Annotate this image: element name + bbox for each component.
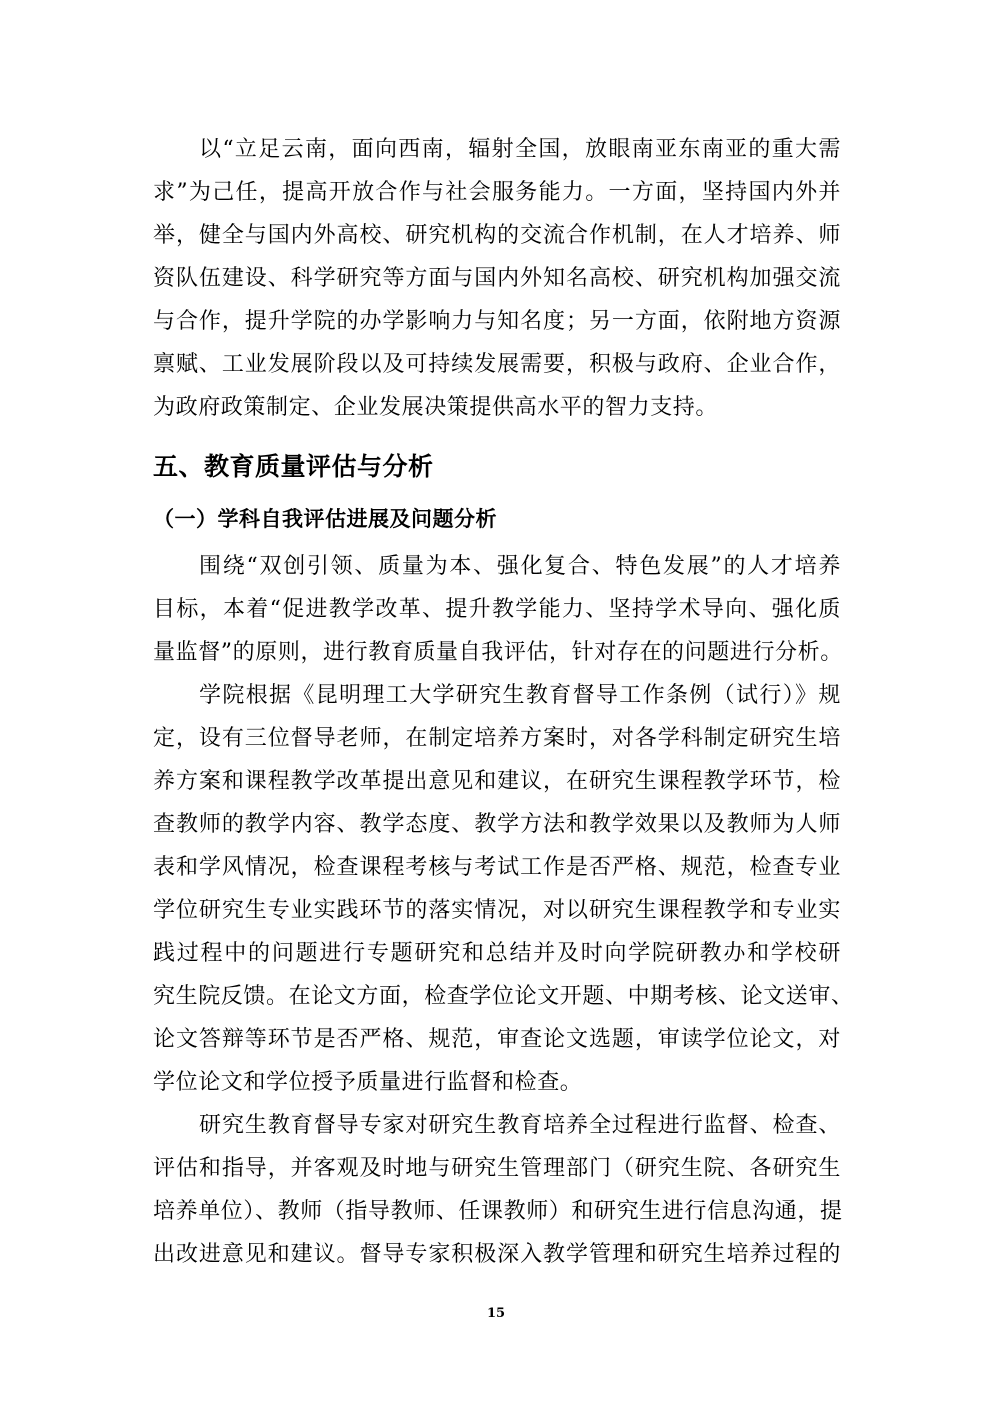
text-line: 学院根据《昆明理工大学研究生教育督导工作条例（试行）》规 bbox=[199, 683, 841, 708]
text-line: 养方案和课程教学改革提出意见和建议，在研究生课程教学环节，检 bbox=[153, 769, 841, 794]
text-line: 与合作，提升学院的办学影响力与知名度；另一方面，依附地方资源 bbox=[153, 309, 841, 334]
paragraph-open-cooperation bbox=[153, 128, 841, 429]
paragraph-supervision-experts bbox=[153, 1104, 841, 1276]
text-line: 出改进意见和建议。督导专家积极深入教学管理和研究生培养过程的 bbox=[153, 1242, 841, 1267]
text-line: 论文答辩等环节是否严格、规范，审查论文选题，审读学位论文，对 bbox=[153, 1027, 841, 1052]
page-number: 15 bbox=[486, 1306, 506, 1321]
text-line: 以“立足云南，面向西南，辐射全国，放眼南亚东南亚的重大需 bbox=[199, 137, 841, 162]
text-line: 定，设有三位督导老师，在制定培养方案时，对各学科制定研究生培 bbox=[153, 726, 841, 751]
text-line: 禀赋、工业发展阶段以及可持续发展需要，积极与政府、企业合作， bbox=[153, 352, 841, 377]
text-line: 为政府政策制定、企业发展决策提供高水平的智力支持。 bbox=[153, 395, 719, 420]
text-line: 目标，本着“促进教学改革、提升教学能力、坚持学术导向、强化质 bbox=[153, 597, 841, 622]
paragraph-supervision-regulations bbox=[153, 674, 854, 1104]
text-line: 量监督”的原则，进行教育质量自我评估，针对存在的问题进行分析。 bbox=[153, 640, 843, 665]
text-line: 表和学风情况，检查课程考核与考试工作是否严格、规范，检查专业 bbox=[153, 855, 841, 880]
text-line: 评估和指导，并客观及时地与研究生管理部门（研究生院、各研究生 bbox=[153, 1156, 841, 1181]
text-line: 学位研究生专业实践环节的落实情况，对以研究生课程教学和专业实 bbox=[153, 898, 841, 923]
text-line: 举，健全与国内外高校、研究机构的交流合作机制，在人才培养、师 bbox=[153, 223, 841, 248]
text-line: 践过程中的问题进行专题研究和总结并及时向学院研教办和学校研 bbox=[153, 941, 841, 966]
paragraph-assessment-goal bbox=[153, 545, 841, 674]
text-line: 研究生教育督导专家对研究生教育培养全过程进行监督、检查、 bbox=[199, 1113, 841, 1138]
text-line: 资队伍建设、科学研究等方面与国内外知名高校、研究机构加强交流 bbox=[153, 266, 841, 291]
text-line: 求”为己任，提高开放合作与社会服务能力。一方面，坚持国内外并 bbox=[153, 180, 841, 205]
text-line: 学位论文和学位授予质量进行监督和检查。 bbox=[153, 1070, 583, 1095]
text-line: 查教师的教学内容、教学态度、教学方法和教学效果以及教师为人师 bbox=[153, 812, 841, 837]
page-body bbox=[153, 128, 854, 1276]
subsection-heading: （一）学科自我评估进展及问题分析 bbox=[153, 507, 497, 531]
text-line: 培养单位）、教师（指导教师、任课教师）和研究生进行信息沟通，提 bbox=[153, 1199, 843, 1224]
section-heading: 五、教育质量评估与分析 bbox=[153, 452, 434, 481]
text-line: 围绕“双创引领、质量为本、强化复合、特色发展”的人才培养 bbox=[199, 554, 841, 579]
text-line: 究生院反馈。在论文方面，检查学位论文开题、中期考核、论文送审、 bbox=[153, 984, 854, 1009]
